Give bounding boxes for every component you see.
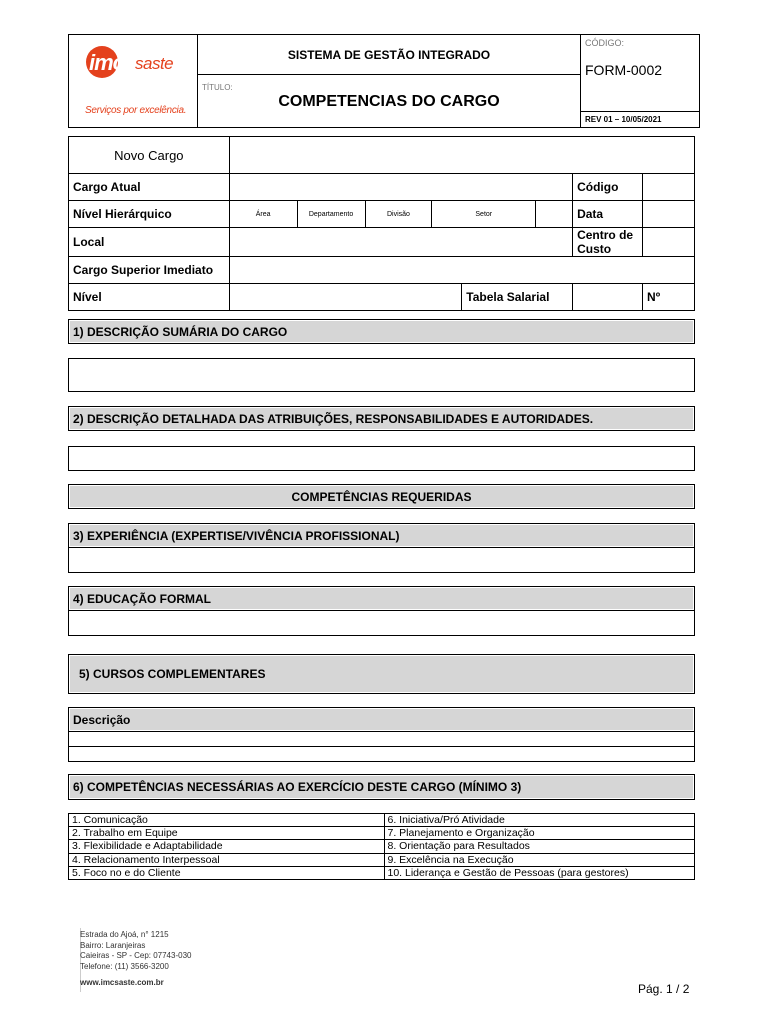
logo-saste-text: saste: [135, 54, 174, 73]
logo-tagline: Serviços por excelência.: [85, 105, 187, 116]
title-label: TÍTULO:: [202, 83, 233, 92]
address-line: Telefone: (11) 3566-3200: [80, 961, 169, 971]
section-3-header: 3) EXPERIÊNCIA (EXPERTISE/VIVÊNCIA PROFISSIONAL): [68, 523, 695, 548]
company-address: [80, 930, 210, 989]
cargo-atual-field[interactable]: [229, 174, 572, 201]
nivel-label: Nível: [69, 284, 230, 311]
page-number: Pág. 1 / 2: [638, 982, 690, 996]
section-4-field[interactable]: [68, 610, 695, 636]
descricao-row-1[interactable]: [68, 731, 695, 747]
nivel-extra-cell[interactable]: [536, 201, 573, 228]
codigo-label: Código: [573, 174, 643, 201]
competency-item[interactable]: 6. Iniciativa/Pró Atividade: [384, 814, 695, 827]
tabela-salarial-field[interactable]: [573, 284, 643, 311]
address-line: Bairro: Laranjeiras: [80, 940, 146, 950]
header-title-area: [198, 35, 581, 127]
novo-cargo-field[interactable]: [229, 137, 694, 174]
centro-custo-field[interactable]: [643, 228, 695, 257]
document-code: FORM-0002: [585, 62, 663, 78]
competency-item[interactable]: 9. Excelência na Execução: [384, 853, 695, 866]
local-label: Local: [69, 228, 230, 257]
nivel-hierarquico-label: Nível Hierárquico: [69, 201, 230, 228]
setor-cell[interactable]: Setor: [432, 201, 536, 228]
logo-imc-text: imc: [89, 50, 124, 75]
data-label: Data: [573, 201, 643, 228]
document-title: COMPETENCIAS DO CARGO: [278, 93, 500, 110]
local-field[interactable]: [229, 228, 572, 257]
nivel-field[interactable]: [229, 284, 462, 311]
system-name: SISTEMA DE GESTÃO INTEGRADO: [198, 35, 580, 75]
code-label: CÓDIGO:: [585, 38, 625, 48]
address-line: Caieiras - SP - Cep: 07743-030: [80, 951, 192, 960]
document-header: [68, 34, 700, 128]
departamento-cell[interactable]: Departamento: [297, 201, 365, 228]
section-2-header: 2) DESCRIÇÃO DETALHADA DAS ATRIBUIÇÕES, RESPONSABILIDADES E AUTORIDADES.: [68, 406, 695, 431]
descricao-row-2[interactable]: [68, 746, 695, 762]
competency-item[interactable]: 3. Flexibilidade e Adaptabilidade: [69, 840, 385, 853]
data-field[interactable]: [643, 201, 695, 228]
logo: [69, 35, 198, 127]
competency-item[interactable]: 7. Planejamento e Organização: [384, 827, 695, 840]
competency-item[interactable]: 5. Foco no e do Cliente: [69, 866, 385, 879]
section-4-header: 4) EDUCAÇÃO FORMAL: [68, 586, 695, 611]
descricao-header: Descrição: [68, 707, 695, 732]
cargo-superior-field[interactable]: [229, 257, 694, 284]
competencies-table: [68, 813, 695, 880]
divisao-cell[interactable]: Divisão: [365, 201, 432, 228]
competency-item[interactable]: 4. Relacionamento Interpessoal: [69, 853, 385, 866]
job-info-table: [68, 136, 695, 311]
section-2-field[interactable]: [68, 446, 695, 471]
website-link[interactable]: www.imcsaste.com.br: [80, 978, 164, 987]
tabela-salarial-label: Tabela Salarial: [462, 284, 573, 311]
header-code-area: [581, 35, 699, 127]
area-cell[interactable]: Área: [229, 201, 297, 228]
section-5-header: 5) CURSOS COMPLEMENTARES: [68, 654, 695, 694]
centro-custo-label: Centro de Custo: [573, 228, 643, 257]
numero-label: Nº: [643, 284, 695, 311]
competencias-header: COMPETÊNCIAS REQUERIDAS: [68, 484, 695, 509]
section-6-header: 6) COMPETÊNCIAS NECESSÁRIAS AO EXERCÍCIO DESTE CARGO (MÍNIMO 3): [68, 774, 695, 800]
revision: REV 01 – 10/05/2021: [581, 111, 699, 127]
competency-item[interactable]: 10. Liderança e Gestão de Pessoas (para gestores): [384, 866, 695, 879]
cargo-superior-label: Cargo Superior Imediato: [69, 257, 230, 284]
competency-item[interactable]: 2. Trabalho em Equipe: [69, 827, 385, 840]
section-3-field[interactable]: [68, 547, 695, 573]
novo-cargo-label: Novo Cargo: [69, 137, 230, 174]
competency-item[interactable]: 8. Orientação para Resultados: [384, 840, 695, 853]
codigo-field[interactable]: [643, 174, 695, 201]
cargo-atual-label: Cargo Atual: [69, 174, 230, 201]
competency-item[interactable]: 1. Comunicação: [69, 814, 385, 827]
address-line: Estrada do Ajoá, n° 1215: [80, 930, 169, 939]
section-1-field[interactable]: [68, 358, 695, 392]
section-1-header: 1) DESCRIÇÃO SUMÁRIA DO CARGO: [68, 319, 695, 344]
